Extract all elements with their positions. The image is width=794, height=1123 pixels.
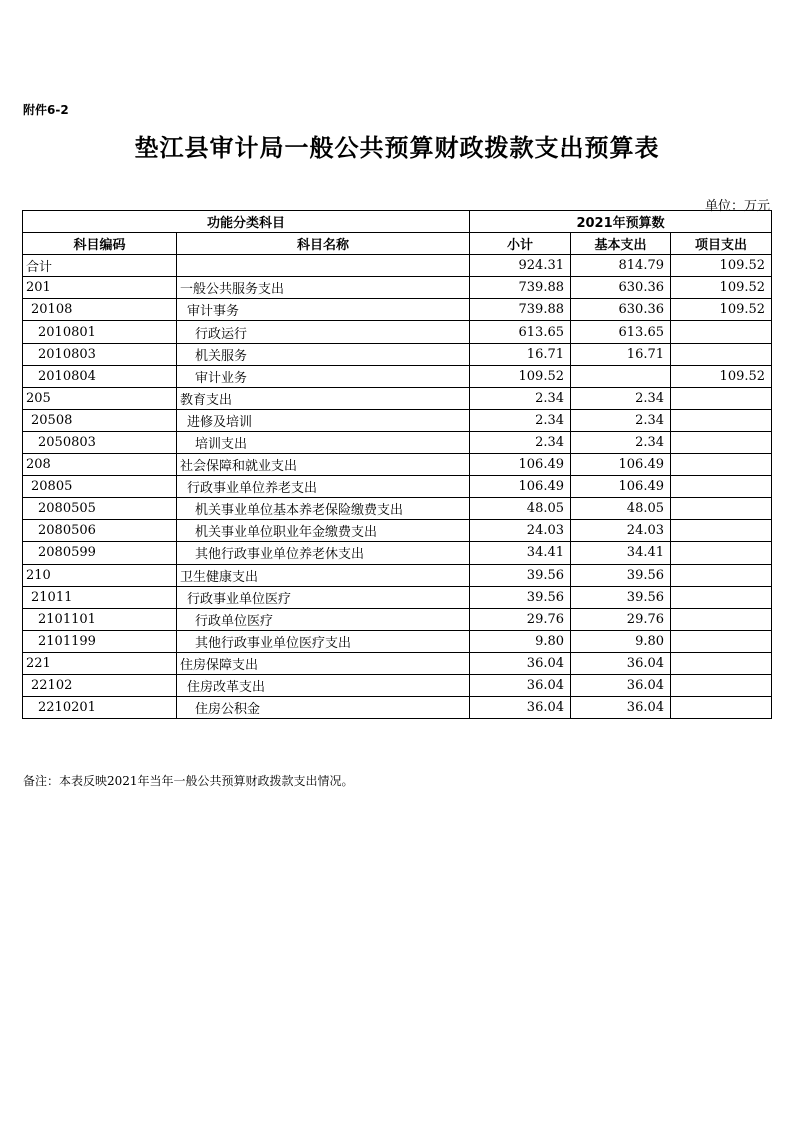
name-cell: 进修及培训 xyxy=(177,409,470,431)
name-cell: 培训支出 xyxy=(177,431,470,453)
header-group-row xyxy=(23,211,772,233)
name-cell: 其他行政事业单位养老休支出 xyxy=(177,542,470,564)
code-cell: 20805 xyxy=(23,476,177,498)
subtotal-cell: 106.49 xyxy=(470,476,571,498)
project-cell xyxy=(671,409,772,431)
table-row xyxy=(23,299,772,321)
name-cell: 住房公积金 xyxy=(177,697,470,719)
table-row xyxy=(23,387,772,409)
name-cell: 行政运行 xyxy=(177,321,470,343)
code-cell: 221 xyxy=(23,652,177,674)
basic-cell: 48.05 xyxy=(571,498,671,520)
project-cell xyxy=(671,498,772,520)
unit-label: 单位：万元 xyxy=(704,199,770,214)
header-code: 科目编码 xyxy=(23,233,177,255)
basic-cell: 36.04 xyxy=(571,652,671,674)
name-cell: 其他行政事业单位医疗支出 xyxy=(177,630,470,652)
table-row xyxy=(23,652,772,674)
header-function-category: 功能分类科目 xyxy=(23,211,470,233)
project-cell xyxy=(671,343,772,365)
table-row xyxy=(23,542,772,564)
name-cell: 行政事业单位养老支出 xyxy=(177,476,470,498)
project-cell xyxy=(671,697,772,719)
name-cell: 行政单位医疗 xyxy=(177,608,470,630)
subtotal-cell: 24.03 xyxy=(470,520,571,542)
basic-cell: 814.79 xyxy=(571,255,671,277)
table-row xyxy=(23,498,772,520)
subtotal-cell: 924.31 xyxy=(470,255,571,277)
subtotal-cell: 2.34 xyxy=(470,387,571,409)
project-cell xyxy=(671,387,772,409)
project-cell xyxy=(671,321,772,343)
name-cell: 审计事务 xyxy=(177,299,470,321)
basic-cell: 29.76 xyxy=(571,608,671,630)
code-cell: 2050803 xyxy=(23,431,177,453)
subtotal-cell: 36.04 xyxy=(470,652,571,674)
basic-cell: 630.36 xyxy=(571,299,671,321)
subtotal-cell: 2.34 xyxy=(470,431,571,453)
name-cell: 住房改革支出 xyxy=(177,674,470,696)
code-cell: 2080505 xyxy=(23,498,177,520)
name-cell: 社会保障和就业支出 xyxy=(177,454,470,476)
table-row xyxy=(23,454,772,476)
basic-cell: 34.41 xyxy=(571,542,671,564)
code-cell: 201 xyxy=(23,277,177,299)
footnote: 备注：本表反映2021年当年一般公共预算财政拨款支出情况。 xyxy=(23,774,354,788)
basic-cell: 2.34 xyxy=(571,409,671,431)
table-row xyxy=(23,630,772,652)
code-cell: 2080599 xyxy=(23,542,177,564)
name-cell: 机关服务 xyxy=(177,343,470,365)
subtotal-cell: 739.88 xyxy=(470,277,571,299)
subtotal-cell: 48.05 xyxy=(470,498,571,520)
project-cell xyxy=(671,586,772,608)
name-cell: 一般公共服务支出 xyxy=(177,277,470,299)
subtotal-cell: 29.76 xyxy=(470,608,571,630)
project-cell xyxy=(671,542,772,564)
subtotal-cell: 39.56 xyxy=(470,586,571,608)
basic-cell: 39.56 xyxy=(571,586,671,608)
project-cell xyxy=(671,520,772,542)
attachment-label: 附件6-2 xyxy=(23,103,69,117)
table-row xyxy=(23,365,772,387)
project-cell: 109.52 xyxy=(671,299,772,321)
name-cell: 住房保障支出 xyxy=(177,652,470,674)
page-title: 垫江县审计局一般公共预算财政拨款支出预算表 xyxy=(134,134,660,162)
table-row xyxy=(23,520,772,542)
project-cell: 109.52 xyxy=(671,255,772,277)
project-cell xyxy=(671,630,772,652)
code-cell: 2080506 xyxy=(23,520,177,542)
project-cell xyxy=(671,431,772,453)
project-cell xyxy=(671,476,772,498)
table-row xyxy=(23,321,772,343)
code-cell: 2010801 xyxy=(23,321,177,343)
project-cell xyxy=(671,652,772,674)
table-row xyxy=(23,277,772,299)
table-row xyxy=(23,476,772,498)
budget-table xyxy=(22,210,772,719)
basic-cell: 106.49 xyxy=(571,454,671,476)
header-budget-2021: 2021年预算数 xyxy=(470,211,772,233)
subtotal-cell: 109.52 xyxy=(470,365,571,387)
subtotal-cell: 613.65 xyxy=(470,321,571,343)
table-row xyxy=(23,564,772,586)
code-cell: 2101199 xyxy=(23,630,177,652)
basic-cell: 24.03 xyxy=(571,520,671,542)
project-cell xyxy=(671,674,772,696)
name-cell: 机关事业单位基本养老保险缴费支出 xyxy=(177,498,470,520)
code-cell: 21011 xyxy=(23,586,177,608)
header-subtotal: 小计 xyxy=(470,233,571,255)
subtotal-cell: 739.88 xyxy=(470,299,571,321)
table-row xyxy=(23,608,772,630)
basic-cell: 630.36 xyxy=(571,277,671,299)
header-project: 项目支出 xyxy=(671,233,772,255)
basic-cell: 2.34 xyxy=(571,431,671,453)
code-cell: 22102 xyxy=(23,674,177,696)
subtotal-cell: 39.56 xyxy=(470,564,571,586)
subtotal-cell: 16.71 xyxy=(470,343,571,365)
subtotal-cell: 2.34 xyxy=(470,409,571,431)
subtotal-cell: 34.41 xyxy=(470,542,571,564)
project-cell: 109.52 xyxy=(671,365,772,387)
name-cell: 审计业务 xyxy=(177,365,470,387)
code-cell: 208 xyxy=(23,454,177,476)
basic-cell: 36.04 xyxy=(571,697,671,719)
table-body xyxy=(23,255,772,719)
code-cell: 合计 xyxy=(23,255,177,277)
code-cell: 2010803 xyxy=(23,343,177,365)
code-cell: 210 xyxy=(23,564,177,586)
table-row xyxy=(23,674,772,696)
subtotal-cell: 36.04 xyxy=(470,674,571,696)
subtotal-cell: 36.04 xyxy=(470,697,571,719)
basic-cell: 16.71 xyxy=(571,343,671,365)
subtotal-cell: 106.49 xyxy=(470,454,571,476)
code-cell: 205 xyxy=(23,387,177,409)
code-cell: 2010804 xyxy=(23,365,177,387)
name-cell: 行政事业单位医疗 xyxy=(177,586,470,608)
project-cell xyxy=(671,608,772,630)
basic-cell: 36.04 xyxy=(571,674,671,696)
header-column-row xyxy=(23,233,772,255)
header-basic: 基本支出 xyxy=(571,233,671,255)
project-cell: 109.52 xyxy=(671,277,772,299)
name-cell: 教育支出 xyxy=(177,387,470,409)
header-name: 科目名称 xyxy=(177,233,470,255)
basic-cell: 106.49 xyxy=(571,476,671,498)
basic-cell: 39.56 xyxy=(571,564,671,586)
code-cell: 2210201 xyxy=(23,697,177,719)
code-cell: 20108 xyxy=(23,299,177,321)
basic-cell xyxy=(571,365,671,387)
name-cell xyxy=(177,255,470,277)
basic-cell: 2.34 xyxy=(571,387,671,409)
project-cell xyxy=(671,454,772,476)
name-cell: 卫生健康支出 xyxy=(177,564,470,586)
table-row xyxy=(23,697,772,719)
table-row xyxy=(23,431,772,453)
project-cell xyxy=(671,564,772,586)
code-cell: 20508 xyxy=(23,409,177,431)
table-row xyxy=(23,409,772,431)
table-row xyxy=(23,343,772,365)
basic-cell: 9.80 xyxy=(571,630,671,652)
code-cell: 2101101 xyxy=(23,608,177,630)
table-row xyxy=(23,255,772,277)
subtotal-cell: 9.80 xyxy=(470,630,571,652)
name-cell: 机关事业单位职业年金缴费支出 xyxy=(177,520,470,542)
table-row xyxy=(23,586,772,608)
basic-cell: 613.65 xyxy=(571,321,671,343)
